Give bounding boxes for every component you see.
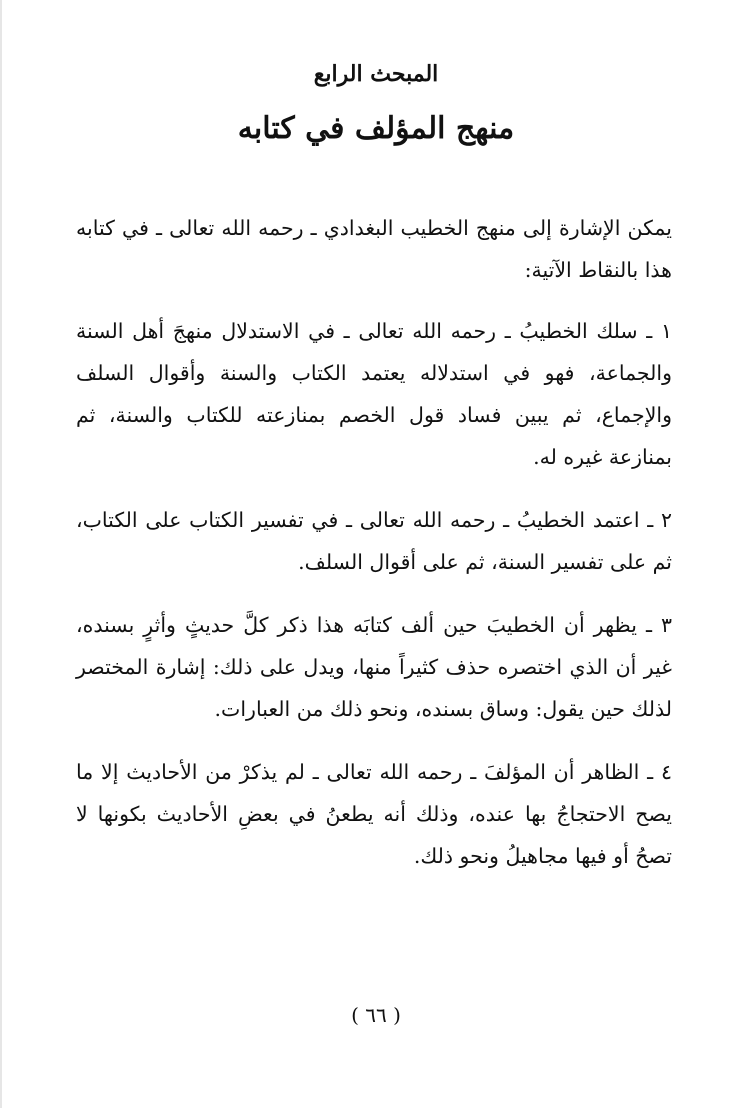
point-paragraph-2: ٢ ـ اعتمد الخطيبُ ـ رحمه الله تعالى ـ في تفسير الكتاب على الكتاب، ثم على تفسير السنة، ثم على أقوال السلف. xyxy=(76,508,672,574)
point-paragraph-1: ١ ـ سلك الخطيبُ ـ رحمه الله تعالى ـ في الاستدلال منهجَ أهل السنة والجماعة، فهو في استدلاله يعتمد الكتاب والسنة وأقوال السلف والإجماع، ثم يبين فساد قول الخصم بمنازعته للكتاب والسنة، ثم بمنازعة غيره له. xyxy=(76,319,672,469)
point-paragraph-4: ٤ ـ الظاهر أن المؤلفَ ـ رحمه الله تعالى ـ لم يذكرْ من الأحاديث إلا ما يصح الاحتجاجُ بها عنده، وذلك أنه يطعنُ في بعضِ الأحاديث بكونها لا تصحُ أو فيها مجاهيلُ ونحو ذلك. xyxy=(76,760,672,868)
scan-edge-line xyxy=(0,0,2,1108)
point-paragraph-3: ٣ ـ يظهر أن الخطيبَ حين ألف كتابَه هذا ذكر كلَّ حديثٍ وأثرٍ بسنده، غير أن الذي اختصره حذف كثيراً منها، ويدل على ذلك: إشارة المختصر لذلك حين يقول: وساق بسنده، ونحو ذلك من العبارات. xyxy=(76,613,672,721)
page-number: ( ٦٦ ) xyxy=(351,1003,401,1027)
intro-paragraph: يمكن الإشارة إلى منهج الخطيب البغدادي ـ رحمه الله تعالى ـ في كتابه هذا بالنقاط الآتية: xyxy=(76,216,672,282)
body-text xyxy=(76,207,672,898)
page-title: منهج المؤلف في كتابه xyxy=(237,111,515,146)
section-label: المبحث الرابع xyxy=(313,61,439,87)
